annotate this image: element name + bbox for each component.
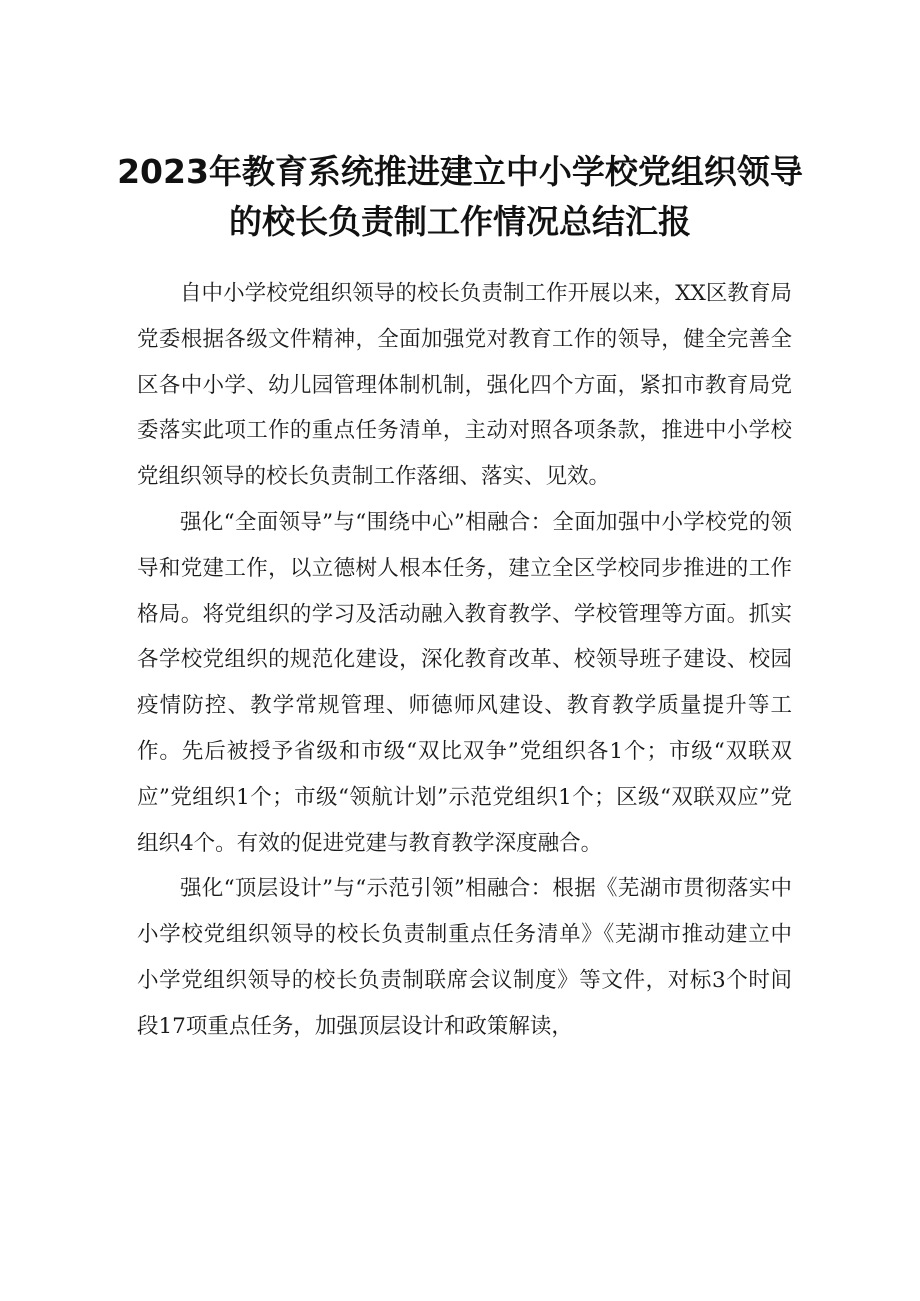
document-body (137, 271, 792, 1050)
paragraph-top-level-design: 强化“顶层设计”与“示范引领”相融合：根据《芜湖市贯彻落实中小学校党组织领导的校长负责制重点任务清单》《芜湖市推动建立中小学党组织领导的校长负责制联席会议制度》等文件，对标3个时间段17项重点任务，加强顶层设计和政策解读， (137, 876, 792, 1039)
paragraph-leadership-integration: 强化“全面领导”与“围绕中心”相融合：全面加强中小学校党的领导和党建工作，以立德树人根本任务，建立全区学校同步推进的工作格局。将党组织的学习及活动融入教育教学、学校管理等方面。抓实各学校党组织的规范化建设，深化教育改革、校领导班子建设、校园疫情防控、教学常规管理、师德师风建设、教育教学质量提升等工作。先后被授予省级和市级“双比双争”党组织各1个；市级“双联双应”党组织1个；市级“领航计划”示范党组织1个；区级“双联双应”党组织4个。有效的促进党建与教育教学深度融合。 (137, 509, 792, 856)
document-title-line-2: 的校长负责制工作情况总结汇报 (229, 202, 691, 241)
document-title-line-1: 2023年教育系统推进建立中小学校党组织领导 (117, 152, 803, 191)
paragraph-intro: 自中小学校党组织领导的校长负责制工作开展以来，XX区教育局党委根据各级文件精神，全面加强党对教育工作的领导，健全完善全区各中小学、幼儿园管理体制机制，强化四个方面，紧扣市教育局党委落实此项工作的重点任务清单，主动对照各项条款，推进中小学校党组织领导的校长负责制工作落细、落实、见效。 (137, 281, 792, 490)
